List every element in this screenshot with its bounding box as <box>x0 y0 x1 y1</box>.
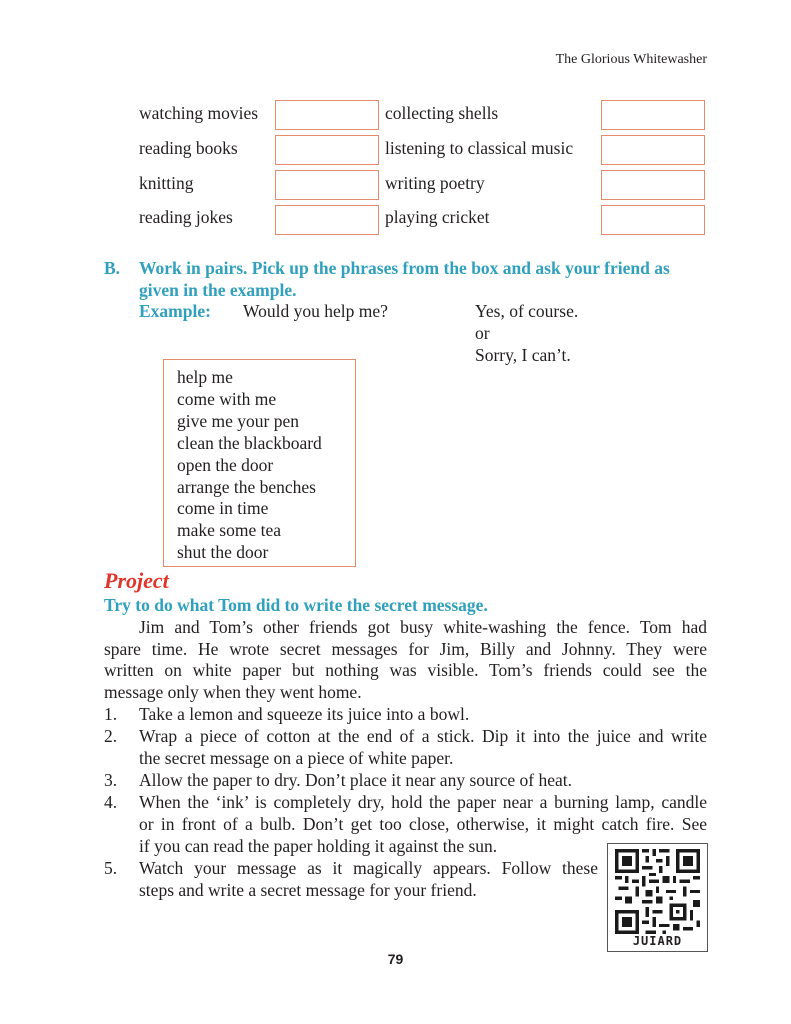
example-answer-yes: Yes, of course. <box>475 301 579 321</box>
section-instruction-cont: given in the example. <box>139 280 297 300</box>
step-number: 3. <box>104 770 118 790</box>
section-instruction: Work in pairs. Pick up the phrases from the box and ask your friend as <box>139 258 670 278</box>
project-subtitle: Try to do what Tom did to write the secret message. <box>104 595 488 615</box>
qr-code-box[interactable] <box>607 843 708 952</box>
phrase-item: make some tea <box>177 520 281 541</box>
phrase-item: shut the door <box>177 542 269 563</box>
example-answer-no: Sorry, I can’t. <box>475 345 571 365</box>
step-line: the secret message on a piece of white paper. <box>139 748 454 768</box>
phrase-item: help me <box>177 367 233 387</box>
hobby-label: reading books <box>139 138 238 158</box>
intro-line: spare time. He wrote secret messages for Jim, Billy and Johnny. They were <box>104 638 707 659</box>
project-intro <box>104 617 707 703</box>
phrase-item: come with me <box>177 388 277 409</box>
hobby-label: listening to classical music <box>385 138 574 158</box>
step-line: or in front of a bulb. Don’t get too close, otherwise, it might catch fire. See <box>139 814 707 834</box>
example-label: Example: <box>139 301 211 321</box>
step-line: Wrap a piece of cotton at the end of a stick. Dip it into the juice and write <box>139 726 707 746</box>
hobby-answer-box[interactable] <box>601 135 705 165</box>
hobby-answer-box[interactable] <box>601 170 705 200</box>
page-number: 79 <box>387 951 404 967</box>
hobby-label: collecting shells <box>385 103 499 123</box>
intro-line: written on white paper but nothing was visible. Tom’s friends could see the <box>104 660 707 680</box>
hobby-answer-box[interactable] <box>275 135 379 165</box>
phrase-box <box>163 359 356 567</box>
step-line: Allow the paper to dry. Don’t place it near any source of heat. <box>139 770 572 790</box>
project-title: Project <box>104 568 169 593</box>
intro-line: message only when they went home. <box>104 681 362 702</box>
step-number: 5. <box>104 858 118 878</box>
hobby-answer-box[interactable] <box>275 170 379 200</box>
phrase-item: arrange the benches <box>177 476 316 497</box>
hobby-answer-box[interactable] <box>275 205 379 235</box>
hobby-label: knitting <box>139 173 194 193</box>
phrase-item: give me your pen <box>177 410 299 431</box>
step-line: if you can read the paper holding it against the sun. <box>139 836 498 856</box>
step-number: 4. <box>104 792 118 812</box>
qr-code-label: JUIARD <box>632 934 683 948</box>
running-header: The Glorious Whitewasher <box>555 52 707 67</box>
phrase-item: clean the blackboard <box>177 432 322 453</box>
step-number: 2. <box>104 726 118 746</box>
hobby-label: watching movies <box>139 103 259 123</box>
step-number: 1. <box>104 704 118 724</box>
step-line: When the ‘ink’ is completely dry, hold the paper near a burning lamp, candle <box>139 792 707 812</box>
hobby-answer-box[interactable] <box>601 100 705 130</box>
example-question: Would you help me? <box>243 301 388 321</box>
hobby-answer-box[interactable] <box>601 205 705 235</box>
phrase-item: come in time <box>177 498 269 519</box>
example-answer-or: or <box>475 323 490 343</box>
intro-line: Jim and Tom’s other friends got busy white-washing the fence. Tom had <box>139 617 707 637</box>
step-line: steps and write a secret message for your friend. <box>139 880 477 900</box>
hobby-answer-box[interactable] <box>275 100 379 130</box>
step-line: Watch your message as it magically appears. Follow these <box>139 858 598 878</box>
hobby-label: playing cricket <box>385 207 490 227</box>
qr-code-icon <box>615 849 700 934</box>
section-marker: B. <box>104 258 121 278</box>
step-line: Take a lemon and squeeze its juice into a bowl. <box>139 704 470 724</box>
phrase-item: open the door <box>177 454 274 475</box>
hobby-label: reading jokes <box>139 207 233 227</box>
hobby-label: writing poetry <box>385 173 485 193</box>
